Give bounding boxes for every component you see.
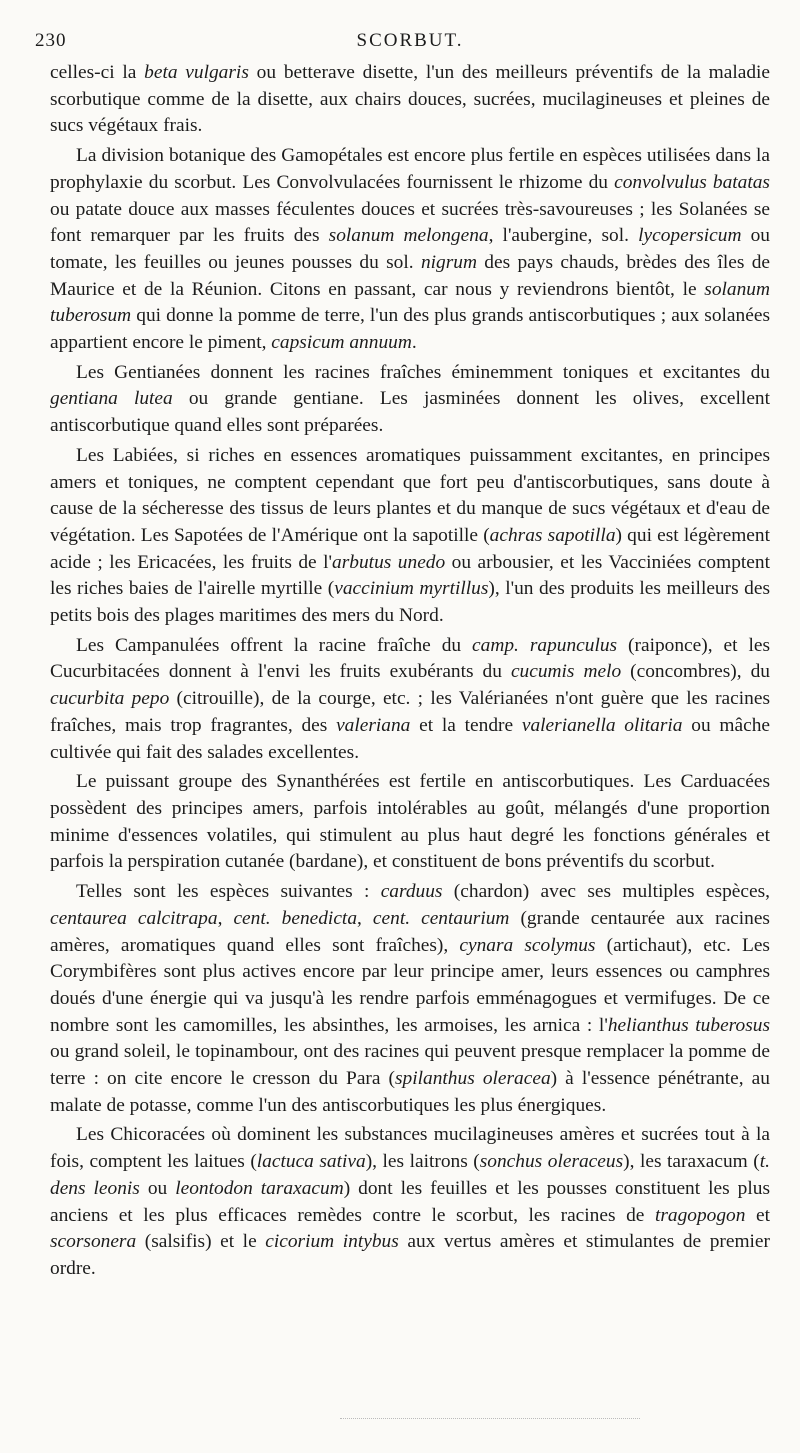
text-run: (grande centaurée aux racines amères, aromatiques quand elles sont fraîches),: [50, 907, 770, 956]
text-run: ), l'un des produits les meilleurs des petits bois des plages maritimes des mers du Nord.: [50, 578, 770, 627]
text-run: ) à l'essence pénétrante, au malate de potasse, comme l'un des antiscorbutiques les plus énergiques.: [50, 1068, 770, 1116]
book-page: [35, 26, 771, 1283]
species-name: t. dens leonis: [50, 1151, 770, 1199]
text-run: (citrouille), de la courge, etc. ; les Valérianées n'ont guère que les racines fraîches, mais trop fragrantes, des: [50, 688, 770, 736]
text-run: ou grande gentiane. Les jasminées donnent les olives, excellent antiscorbutique quand elles sont préparées.: [50, 388, 771, 437]
text-run: ou betterave disette, l'un des meilleurs préventifs de la maladie scorbutique comme de la disette, aux chairs douces, sucrées, mucilagineuses et pleines de sucs végétaux frais.: [50, 62, 771, 137]
species-name: convolvulus batatas: [614, 171, 770, 193]
text-run: La division botanique des Gamopétales est encore plus fertile en espèces utilisées dans la prophylaxie du scorbut. Les Convolvulacées fournissent le rhizome du: [50, 145, 770, 193]
text-run: (salsifis) et le: [136, 1231, 266, 1253]
text-run: Les Labiées, si riches en essences aromatiques puissamment excitantes, en principes amers et toniques, ne comptent cependant que fort peu d'antiscorbutiques, sans doute à cause de la sécheresse des tissus de leurs plantes et du manque de sucs végétaux et d'eau de végétation. Les Sapotées de l'Amérique ont la sapotille (: [50, 444, 770, 546]
text-run: (concombres), du: [621, 661, 770, 683]
species-name: tragopogon: [654, 1204, 746, 1226]
text-run: ,: [357, 907, 373, 929]
text-run: celles-ci la: [50, 62, 145, 83]
species-name: sonchus oleraceus: [479, 1151, 624, 1173]
species-name: achras sapotilla: [489, 524, 616, 546]
species-name: lactuca sativa: [256, 1151, 366, 1173]
text-run: (chardon) avec ses multiples espèces,: [442, 881, 770, 903]
species-name: cynara scolymus: [459, 934, 596, 956]
text-run: et: [745, 1204, 770, 1226]
species-name: capsicum annuum: [271, 332, 412, 354]
footer-rule: [340, 1418, 640, 1419]
text-run: des pays chauds, brèdes des îles de Maurice et de la Réunion. Citons en passant, car nous y reviendrons bientôt, le: [50, 251, 770, 300]
text-run: ou grand soleil, le topinambour, ont des racines qui peuvent presque remplacer la pomme de terre : on cite encore le cresson du Para (: [50, 1041, 770, 1090]
text-run: aux vertus amères et stimulantes de premier ordre.: [50, 1231, 770, 1279]
species-name: cucumis melo: [510, 661, 622, 683]
text-run: (raiponce), et les Cucurbitacées donnent à l'envi les fruits exubérants du: [50, 634, 770, 683]
text-run: ) dont les feuilles et les pousses constituent les plus anciens et les plus efficaces remèdes contre le scorbut, les racines de: [50, 1177, 770, 1226]
species-name: cent. centaurium: [372, 907, 510, 929]
text-run: ou mâche cultivée qui fait des salades excellentes.: [50, 714, 770, 763]
text-run: Le puissant groupe des Synanthérées est fertile en antiscorbutiques. Les Carduacées possèdent des principes amers, parfois intolérables au goût, mélangés d'une proportion minime d'essences volatiles, qui stimulent au plus haut degré les fonctions générales et parfois la perspiration cutanée (bardane), et constituent de bons préventifs du scorbut.: [50, 771, 770, 873]
species-name: vaccinium myrtillus: [334, 578, 489, 600]
body-text: [50, 60, 770, 1283]
paragraph-chicoracees: [50, 1122, 770, 1282]
paragraph-synantherees: [50, 769, 770, 876]
species-name: scorsonera: [50, 1231, 137, 1253]
text-run: Telles sont les espèces suivantes :: [76, 881, 381, 903]
text-run: ), les taraxacum (: [623, 1151, 760, 1173]
species-name: cent. benedicta: [233, 907, 358, 929]
species-name: camp. rapunculus: [472, 634, 618, 656]
species-name: spilanthus oleracea: [395, 1068, 551, 1090]
page-header: [35, 26, 770, 60]
text-run: Les Chicoracées où dominent les substances mucilagineuses amères et sucrées tout à la fois, comptent les laitues (: [50, 1124, 770, 1173]
species-name: leontodon taraxacum: [175, 1177, 344, 1199]
species-name: valeriana: [336, 714, 411, 736]
text-run: ) qui est légèrement acide ; les Ericacées, les fruits de l': [50, 524, 770, 573]
page-number: 230: [35, 30, 67, 51]
text-run: ou patate douce aux masses féculentes douces et sucrées très-savoureuses ; les Solanées se font remarquer par les fruits des: [50, 198, 770, 247]
text-run: .: [411, 332, 417, 354]
text-run: ), les laitrons (: [365, 1151, 480, 1173]
species-name: centaurea calcitrapa: [50, 907, 218, 929]
species-name: gentiana lutea: [50, 388, 173, 410]
text-run: et la tendre: [410, 714, 522, 736]
species-name: valerianella olitaria: [521, 714, 683, 736]
species-name: lycopersicum: [638, 225, 742, 247]
text-run: ou tomate, les feuilles ou jeunes pousses du sol.: [50, 225, 770, 273]
species-name: cucurbita pepo: [50, 688, 170, 710]
text-run: ou: [139, 1177, 176, 1199]
paragraph-beta-vulgaris: [50, 60, 770, 140]
text-run: , l'aubergine, sol.: [488, 225, 639, 247]
species-name: carduus: [380, 881, 443, 903]
species-name: solanum melongena: [328, 225, 489, 247]
paragraph-gentianees: [50, 360, 770, 440]
species-name: nigrum: [420, 251, 477, 273]
running-title: SCORBUT.: [356, 30, 464, 51]
paragraph-labiees: [50, 443, 770, 630]
paragraph-especes-suivantes: [50, 879, 770, 1119]
text-run: qui donne la pomme de terre, l'un des plus grands antiscorbutiques ; aux solanées appartient encore le piment,: [50, 305, 770, 354]
text-run: ou arbousier, et les Vacciniées comptent les riches baies de l'airelle myrtille (: [50, 551, 770, 600]
species-name: arbutus unedo: [332, 551, 446, 573]
species-name: beta vulgaris: [144, 62, 249, 83]
species-name: cicorium intybus: [265, 1231, 399, 1253]
species-name: solanum tuberosum: [50, 278, 770, 327]
text-run: (artichaut), etc. Les Corymbifères sont plus actives encore par leur principe amer, leurs essences ou camphres doués d'une énergie qui va jusqu'à les rendre parfois emménagogues et vermifuges. De ce nombre sont les camomilles, les absinthes, les armoises, les arnica : l': [50, 934, 770, 1036]
text-run: ,: [217, 907, 234, 929]
text-run: Les Campanulées offrent la racine fraîche du: [76, 634, 473, 656]
text-run: Les Gentianées donnent les racines fraîches éminemment toniques et excitantes du: [76, 361, 770, 383]
paragraph-gamopetales: [50, 143, 770, 357]
species-name: helianthus tuberosus: [607, 1014, 770, 1036]
paragraph-campanulees: [50, 633, 770, 767]
